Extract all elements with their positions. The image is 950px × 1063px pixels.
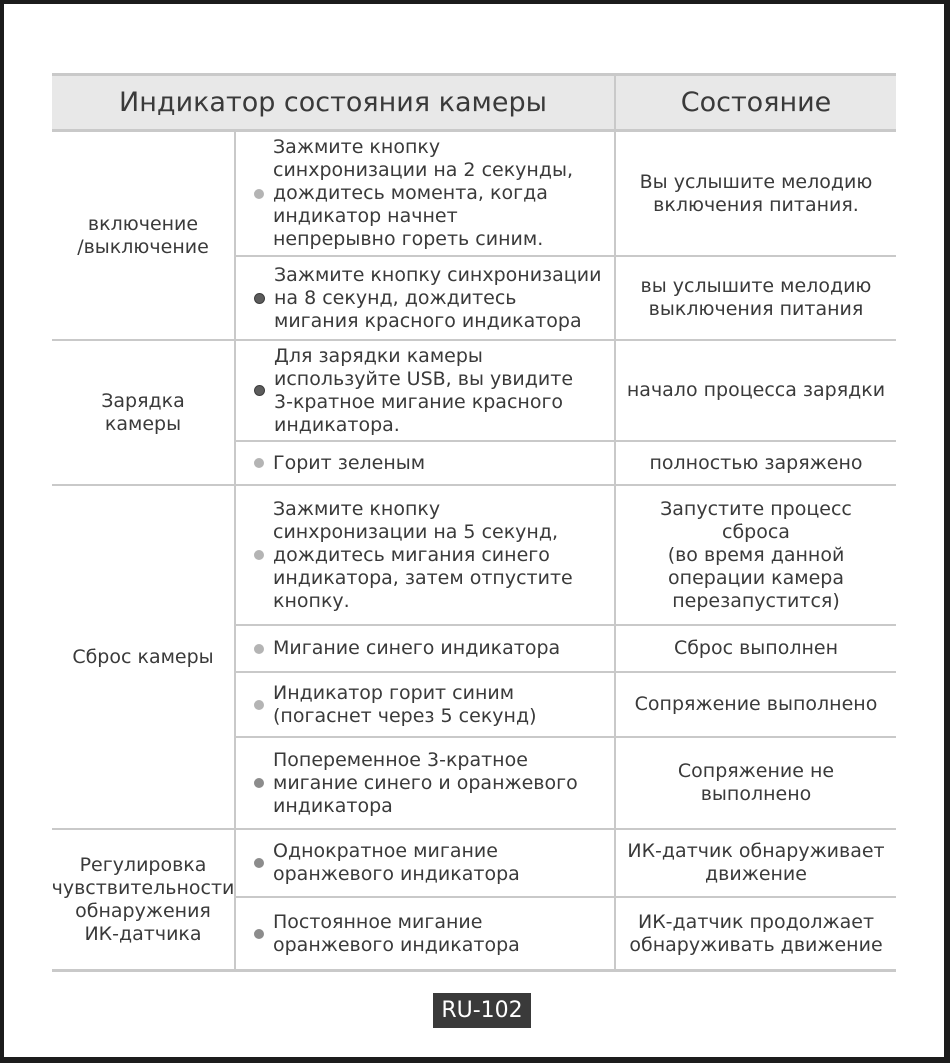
indicator-cell [236,257,616,341]
indicator-text: Для зарядки камеры используйте USB, вы увидите 3-кратное мигание красного индикатора. [274,344,574,436]
state-cell: Сопряжение не выполнено [616,738,896,830]
light-dot-icon [254,189,264,199]
indicator-cell [236,898,616,969]
page-number: RU-102 [433,993,531,1028]
indicator-cell [236,673,616,738]
dark-dot-icon [254,385,265,396]
group-charging: Зарядка камеры [52,341,236,486]
indicator-table [52,73,896,972]
mixed-dot-icon [254,778,264,788]
group-ir-sensor: Регулировка чувствительности обнаружения ИК-датчика [52,830,236,969]
indicator-cell [236,738,616,830]
indicator-cell [236,626,616,673]
indicator-text: Мигание синего индикатора [273,637,561,659]
header-state: Состояние [616,76,896,132]
group-reset: Сброс камеры [52,486,236,830]
orange-dot-icon [254,858,264,868]
indicator-cell [236,830,616,898]
manual-page [4,4,944,1057]
light-dot-icon [254,550,264,560]
indicator-text: Постоянное мигание оранжевого индикатора [273,910,520,956]
indicator-text: Однократное мигание оранжевого индикатора [273,840,520,885]
indicator-text: Зажмите кнопку синхронизации на 2 секунды, дождитесь момента, когда индикатор начнет непрерывно гореть синим. [273,136,574,250]
dark-dot-icon [254,293,265,304]
header-indicator: Индикатор состояния камеры [52,76,616,132]
indicator-text: Зажмите кнопку синхронизации на 5 секунд, дождитесь мигания синего индикатора, затем отпустите кнопку. [273,497,573,612]
indicator-cell [236,132,616,257]
light-dot-icon [254,458,264,468]
indicator-text: Попеременное 3-кратное мигание синего и оранжевого индикатора [273,748,578,817]
state-cell: начало процесса зарядки [616,341,896,442]
light-dot-icon [254,700,264,710]
state-cell: ИК-датчик продолжает обнаруживать движение [629,910,883,956]
indicator-cell [236,442,616,486]
state-cell: Вы услышите мелодию включения питания. [616,132,896,257]
indicator-text: Зажмите кнопку синхронизации на 8 секунд, дождитесь мигания красного индикатора [274,263,602,332]
light-dot-icon [254,644,264,654]
group-power: включение /выключение [52,132,236,341]
indicator-text: Горит зеленым [273,451,426,474]
state-cell: полностью заряжено [616,442,896,486]
indicator-text: Индикатор горит синим (погаснет через 5 секунд) [273,681,537,727]
indicator-cell [236,486,616,626]
state-cell: Запустите процесс сброса (во время данной операции камера перезапустится) [616,486,896,626]
orange-dot-icon [254,929,264,939]
state-cell: Сброс выполнен [616,626,896,673]
state-cell: Сопряжение выполнено [616,673,896,738]
state-cell: вы услышите мелодию выключения питания [616,257,896,341]
state-cell: ИК-датчик обнаруживает движение [616,830,896,898]
indicator-cell [236,341,616,442]
